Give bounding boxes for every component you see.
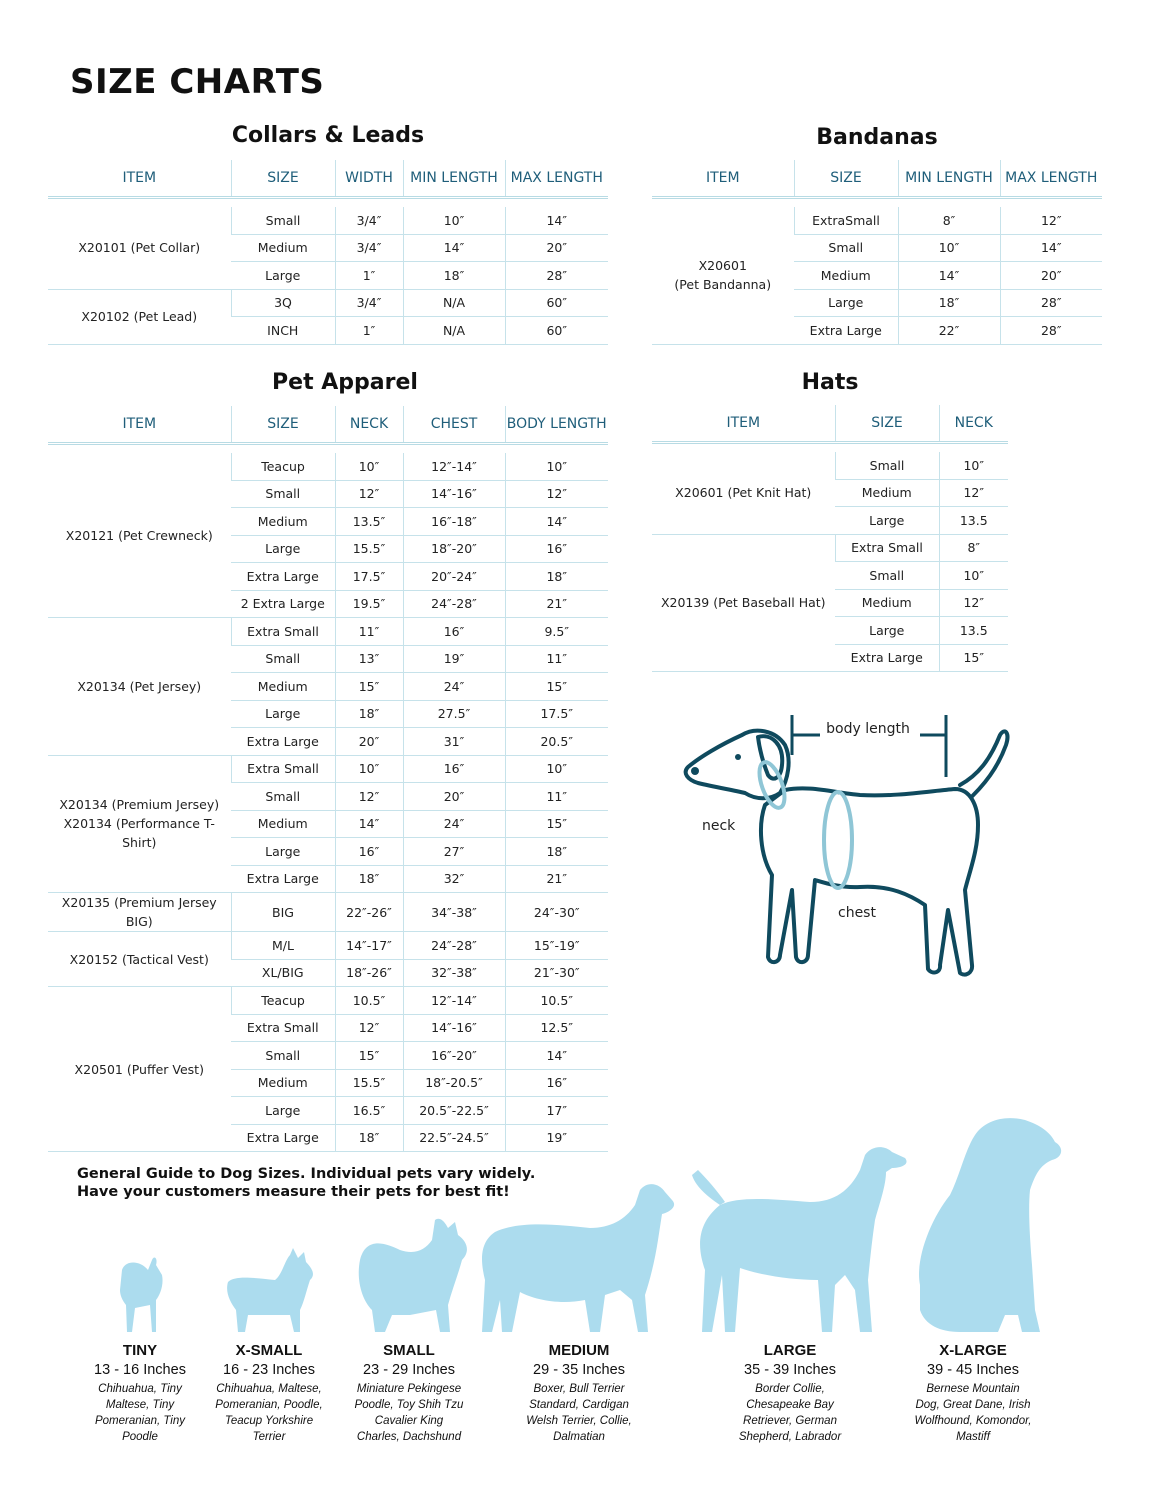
column-header: CHEST: [403, 406, 505, 444]
table-cell: 15.5″: [335, 535, 403, 563]
table-cell: 10″: [505, 755, 608, 783]
table-cell: 14″: [335, 810, 403, 838]
table-cell: 14″-17″: [335, 932, 403, 960]
x-small-dog-silhouette: [227, 1248, 313, 1332]
table-cell: 60″: [505, 289, 608, 317]
table-cell: 20″-24″: [403, 563, 505, 591]
size-breeds: Bernese Mountain Dog, Great Dane, Irish Wolfhound, Komondor, Mastiff: [914, 1383, 1032, 1443]
table-cell: Small: [231, 207, 335, 234]
table-cell: 10″: [403, 207, 505, 234]
table-cell: BIG: [231, 893, 335, 932]
column-header: ITEM: [652, 405, 835, 443]
size-name: X-LARGE: [939, 1342, 1007, 1359]
table-cell: 12″-14″: [403, 453, 505, 480]
item-name: X20501 (Puffer Vest): [48, 987, 231, 1152]
table-cell: 22″-26″: [335, 893, 403, 932]
table-cell: 18″: [505, 563, 608, 591]
table-row: [652, 452, 1008, 479]
table-cell: 10″: [898, 234, 1000, 262]
table-cell: 31″: [403, 728, 505, 756]
table-cell: 1″: [335, 262, 403, 290]
column-header: ITEM: [48, 160, 231, 198]
table-cell: Small: [231, 480, 335, 508]
table-cell: Extra Large: [794, 317, 898, 345]
table-cell: 14″-16″: [403, 480, 505, 508]
table-cell: Extra Small: [231, 755, 335, 783]
table-cell: 3/4″: [335, 207, 403, 234]
table-cell: 20″: [505, 234, 608, 262]
table-cell: 14″: [1000, 234, 1102, 262]
column-header: ITEM: [652, 160, 794, 198]
table-cell: 14″: [505, 1042, 608, 1070]
item-name: X20102 (Pet Lead): [48, 289, 231, 344]
table-cell: 13.5: [939, 507, 1008, 535]
table-row: [48, 453, 608, 480]
table-cell: 27″: [403, 838, 505, 866]
table-cell: Medium: [231, 810, 335, 838]
item-name: X20134 (Premium Jersey) X20134 (Performance T-Shirt): [48, 755, 231, 893]
table-cell: Large: [231, 700, 335, 728]
size-category: [898, 1342, 1048, 1445]
table-cell: 24″-30″: [505, 893, 608, 932]
table-cell: 24″-28″: [403, 590, 505, 618]
table-cell: 15″: [335, 1042, 403, 1070]
column-header: WIDTH: [335, 160, 403, 198]
table-cell: 20″: [403, 783, 505, 811]
table-cell: 21″-30″: [505, 959, 608, 987]
table-cell: Small: [231, 1042, 335, 1070]
table-cell: 20″: [335, 728, 403, 756]
collars-title: Collars & Leads: [231, 123, 425, 148]
table-cell: Extra Large: [231, 728, 335, 756]
dog-silhouettes: [80, 1110, 1120, 1340]
size-breeds: Miniature Pekingese Poodle, Toy Shih Tzu Cavalier King Charles, Dachshund: [354, 1383, 464, 1443]
item-name: X20134 (Pet Jersey): [48, 618, 231, 756]
table-cell: Large: [794, 289, 898, 317]
table-cell: 14″-16″: [403, 1014, 505, 1042]
table-cell: 16″: [505, 1069, 608, 1097]
table-cell: 21″: [505, 590, 608, 618]
table-cell: N/A: [403, 289, 505, 317]
table-row: [48, 932, 608, 960]
table-row: [48, 289, 608, 317]
table-cell: Medium: [231, 1069, 335, 1097]
table-cell: Medium: [794, 262, 898, 290]
apparel-title: Pet Apparel: [272, 370, 418, 395]
item-name: X20601 (Pet Knit Hat): [652, 452, 835, 534]
table-cell: 28″: [505, 262, 608, 290]
size-range: 39 - 45 Inches: [927, 1362, 1019, 1378]
table-cell: 17″: [505, 1097, 608, 1125]
table-cell: 3/4″: [335, 289, 403, 317]
table-cell: INCH: [231, 317, 335, 345]
size-category: [504, 1342, 654, 1445]
table-cell: 20.5″-22.5″: [403, 1097, 505, 1125]
table-cell: Medium: [835, 589, 939, 617]
table-cell: 18″-20″: [403, 535, 505, 563]
table-cell: Extra Small: [835, 534, 939, 562]
hats-title: Hats: [801, 370, 859, 395]
medium-dog-silhouette: [482, 1184, 674, 1332]
small-dog-silhouette: [359, 1219, 467, 1332]
size-guide-note: General Guide to Dog Sizes. Individual pets vary widely. Have your customers measure their pets for best fit!: [77, 1166, 536, 1200]
table-cell: 19″: [505, 1124, 608, 1152]
table-cell: 10.5″: [505, 987, 608, 1015]
column-header: SIZE: [231, 406, 335, 444]
table-cell: 11″: [505, 783, 608, 811]
table-cell: 18″: [505, 838, 608, 866]
table-cell: 18″: [403, 262, 505, 290]
table-cell: N/A: [403, 317, 505, 345]
size-range: 13 - 16 Inches: [94, 1362, 186, 1378]
table-cell: 8″: [939, 534, 1008, 562]
table-cell: Large: [231, 262, 335, 290]
size-name: SMALL: [383, 1342, 435, 1359]
body-length-label: body length: [826, 721, 910, 737]
table-cell: 27.5″: [403, 700, 505, 728]
column-header: MIN LENGTH: [898, 160, 1000, 198]
column-header: BODY LENGTH: [505, 406, 608, 444]
table-cell: Medium: [231, 508, 335, 536]
table-cell: 34″-38″: [403, 893, 505, 932]
table-row: [652, 207, 1102, 234]
table-cell: Extra Large: [231, 865, 335, 893]
large-dog-silhouette: [692, 1147, 907, 1332]
table-cell: 14″: [505, 207, 608, 234]
dog-measurement-diagram: [660, 705, 1040, 1005]
column-header: MIN LENGTH: [403, 160, 505, 198]
size-category: [334, 1342, 484, 1445]
table-cell: 16″-18″: [403, 508, 505, 536]
column-header: ITEM: [48, 406, 231, 444]
table-cell: 12″: [939, 589, 1008, 617]
size-range: 29 - 35 Inches: [533, 1362, 625, 1378]
table-cell: 19″: [403, 645, 505, 673]
table-cell: 22.5″-24.5″: [403, 1124, 505, 1152]
table-cell: 18″-26″: [335, 959, 403, 987]
size-category: [65, 1342, 215, 1445]
column-header: MAX LENGTH: [505, 160, 608, 198]
table-cell: Extra Large: [835, 644, 939, 672]
table-cell: 16″: [505, 535, 608, 563]
table-cell: 12″: [1000, 207, 1102, 234]
table-cell: 21″: [505, 865, 608, 893]
table-cell: 3Q: [231, 289, 335, 317]
item-name: X20139 (Pet Baseball Hat): [652, 534, 835, 672]
table-cell: Small: [794, 234, 898, 262]
table-cell: 15″: [505, 810, 608, 838]
item-name: X20101 (Pet Collar): [48, 207, 231, 289]
item-name: X20152 (Tactical Vest): [48, 932, 231, 987]
table-cell: 15″: [939, 644, 1008, 672]
table-cell: 13.5: [939, 617, 1008, 645]
table-cell: 11″: [335, 618, 403, 646]
table-cell: 12″: [335, 783, 403, 811]
table-cell: Large: [835, 507, 939, 535]
table-cell: 17.5″: [335, 563, 403, 591]
table-cell: 24″: [403, 810, 505, 838]
table-cell: 14″: [505, 508, 608, 536]
table-cell: 28″: [1000, 317, 1102, 345]
table-cell: Medium: [231, 673, 335, 701]
table-cell: Large: [231, 535, 335, 563]
size-category: [715, 1342, 865, 1445]
table-cell: 15″: [335, 673, 403, 701]
table-cell: 22″: [898, 317, 1000, 345]
table-row: [48, 755, 608, 783]
size-name: LARGE: [763, 1342, 817, 1359]
table-cell: 3/4″: [335, 234, 403, 262]
table-cell: 10″: [335, 453, 403, 480]
table-cell: Large: [231, 838, 335, 866]
bandanas-title: Bandanas: [816, 125, 938, 150]
page-title: SIZE CHARTS: [70, 62, 325, 102]
table-cell: 16.5″: [335, 1097, 403, 1125]
table-row: [48, 987, 608, 1015]
size-category: [194, 1342, 344, 1445]
size-range: 16 - 23 Inches: [223, 1362, 315, 1378]
table-row: [48, 207, 608, 234]
hats-table: [652, 405, 1008, 672]
table-cell: 10″: [939, 562, 1008, 590]
table-cell: 12″: [939, 479, 1008, 507]
table-cell: 12.5″: [505, 1014, 608, 1042]
table-cell: Medium: [231, 234, 335, 262]
table-cell: 12″: [335, 480, 403, 508]
table-cell: 10″: [505, 453, 608, 480]
size-range: 35 - 39 Inches: [744, 1362, 836, 1378]
table-cell: 9.5″: [505, 618, 608, 646]
size-range: 23 - 29 Inches: [363, 1362, 455, 1378]
table-cell: M/L: [231, 932, 335, 960]
table-cell: 13″: [335, 645, 403, 673]
table-cell: 16″: [403, 618, 505, 646]
table-cell: Small: [231, 783, 335, 811]
table-cell: 15″: [505, 673, 608, 701]
column-header: SIZE: [835, 405, 939, 443]
table-cell: 24″-28″: [403, 932, 505, 960]
column-header: NECK: [335, 406, 403, 444]
table-cell: 18″: [335, 700, 403, 728]
table-cell: 20″: [1000, 262, 1102, 290]
table-cell: Extra Small: [231, 618, 335, 646]
table-cell: Extra Small: [231, 1014, 335, 1042]
apparel-table: [48, 406, 608, 1152]
table-cell: 32″-38″: [403, 959, 505, 987]
table-cell: 15″-19″: [505, 932, 608, 960]
item-name: X20601 (Pet Bandanna): [652, 207, 794, 344]
table-cell: Small: [835, 452, 939, 479]
size-breeds: Chihuahua, Tiny Maltese, Tiny Pomeranian, Tiny Poodle: [94, 1383, 186, 1443]
table-cell: 28″: [1000, 289, 1102, 317]
table-cell: 14″: [403, 234, 505, 262]
table-cell: Extra Large: [231, 563, 335, 591]
table-cell: 18″: [335, 1124, 403, 1152]
table-cell: 11″: [505, 645, 608, 673]
table-cell: 18″-20.5″: [403, 1069, 505, 1097]
table-cell: Teacup: [231, 987, 335, 1015]
chest-label: chest: [838, 905, 876, 921]
item-name: X20121 (Pet Crewneck): [48, 453, 231, 618]
table-cell: XL/BIG: [231, 959, 335, 987]
item-name: X20135 (Premium Jersey BIG): [48, 893, 231, 932]
table-cell: 16″: [403, 755, 505, 783]
table-cell: 16″: [335, 838, 403, 866]
table-cell: 20.5″: [505, 728, 608, 756]
bandanas-table: [652, 160, 1102, 345]
table-cell: 12″: [505, 480, 608, 508]
table-cell: 18″: [335, 865, 403, 893]
table-cell: 10.5″: [335, 987, 403, 1015]
table-cell: 10″: [335, 755, 403, 783]
table-row: [652, 534, 1008, 562]
collars-table: [48, 160, 608, 345]
column-header: NECK: [939, 405, 1008, 443]
table-cell: 16″-20″: [403, 1042, 505, 1070]
table-cell: Small: [835, 562, 939, 590]
table-cell: 13.5″: [335, 508, 403, 536]
table-cell: 1″: [335, 317, 403, 345]
size-name: X-SMALL: [235, 1342, 303, 1359]
table-cell: 19.5″: [335, 590, 403, 618]
neck-label: neck: [702, 818, 736, 834]
table-cell: 24″: [403, 673, 505, 701]
table-cell: 17.5″: [505, 700, 608, 728]
size-breeds: Chihuahua, Maltese, Pomeranian, Poodle, Teacup Yorkshire Terrier: [215, 1383, 323, 1443]
table-cell: 32″: [403, 865, 505, 893]
size-breeds: Boxer, Bull Terrier Standard, Cardigan Welsh Terrier, Collie, Dalmatian: [526, 1383, 632, 1443]
table-cell: Extra Large: [231, 1124, 335, 1152]
column-header: SIZE: [794, 160, 898, 198]
table-cell: ExtraSmall: [794, 207, 898, 234]
table-row: [48, 893, 608, 932]
x-large-dog-silhouette: [919, 1118, 1061, 1332]
tiny-dog-silhouette: [120, 1258, 163, 1332]
table-row: [48, 618, 608, 646]
table-cell: 18″: [898, 289, 1000, 317]
table-cell: 15.5″: [335, 1069, 403, 1097]
table-cell: Small: [231, 645, 335, 673]
table-cell: Large: [231, 1097, 335, 1125]
size-breeds: Border Collie, Chesapeake Bay Retriever, German Shepherd, Labrador: [738, 1383, 842, 1443]
table-cell: 12″: [335, 1014, 403, 1042]
table-cell: 10″: [939, 452, 1008, 479]
table-cell: 14″: [898, 262, 1000, 290]
table-cell: Teacup: [231, 453, 335, 480]
column-header: MAX LENGTH: [1000, 160, 1102, 198]
table-cell: 12″-14″: [403, 987, 505, 1015]
table-cell: Medium: [835, 479, 939, 507]
table-cell: Large: [835, 617, 939, 645]
size-name: TINY: [122, 1342, 158, 1359]
table-cell: 60″: [505, 317, 608, 345]
column-header: SIZE: [231, 160, 335, 198]
size-name: MEDIUM: [548, 1342, 610, 1359]
table-cell: 2 Extra Large: [231, 590, 335, 618]
table-cell: 8″: [898, 207, 1000, 234]
